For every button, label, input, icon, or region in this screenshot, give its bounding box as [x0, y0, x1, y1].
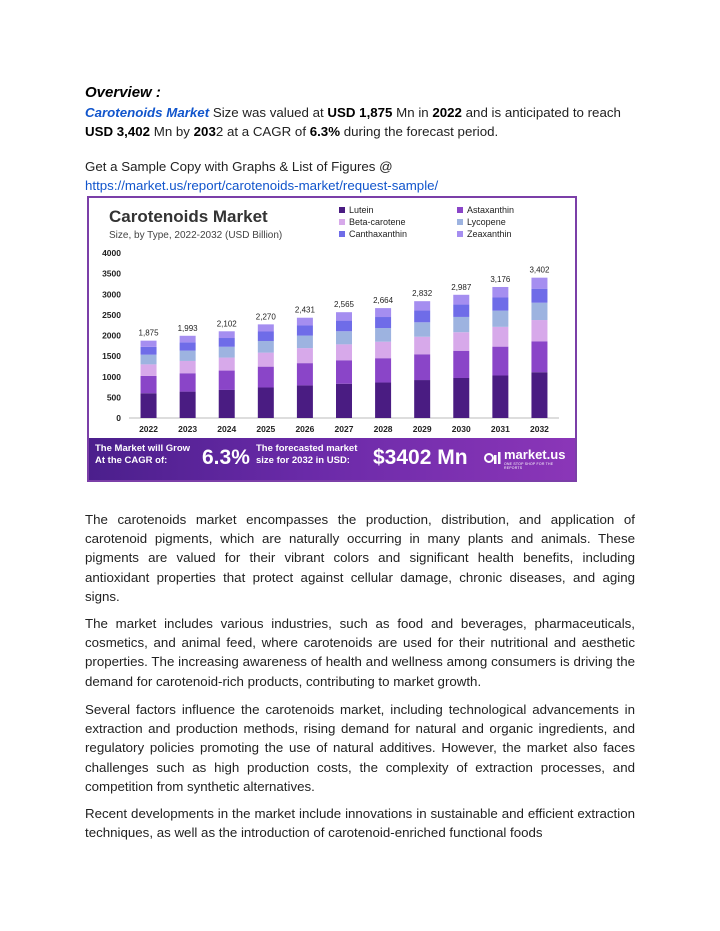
bar-segment — [180, 373, 196, 391]
bar-segment — [375, 383, 391, 418]
x-tick-label: 2031 — [490, 424, 510, 434]
legend-swatch — [339, 231, 345, 237]
bar-segment — [375, 358, 391, 382]
bar-segment — [531, 372, 547, 418]
bar-segment — [141, 341, 157, 347]
sample-url-link[interactable]: https://market.us/report/carotenoids-market/request-sample/ — [85, 178, 439, 193]
bar-segment — [375, 317, 391, 328]
bar-segment — [258, 367, 274, 388]
legend-swatch — [339, 207, 345, 213]
banner-forecast-text: The forecasted market size for 2032 in USD: — [256, 443, 358, 466]
bar-segment — [297, 326, 313, 336]
bar-total-label: 1,875 — [138, 328, 159, 338]
legend-label: Astaxanthin — [467, 205, 515, 215]
bar-segment — [219, 347, 235, 358]
bar-segment — [492, 327, 508, 347]
bar-segment — [453, 351, 469, 378]
overview-heading: Overview : — [85, 84, 161, 101]
bar-total-label: 3,402 — [529, 265, 550, 275]
bar-segment — [414, 354, 430, 380]
x-tick-label: 2022 — [139, 424, 159, 434]
banner-grow-text: The Market will Grow At the CAGR of: — [95, 443, 191, 466]
bar-segment — [258, 324, 274, 331]
bar-segment — [336, 384, 352, 418]
bar-segment — [531, 341, 547, 372]
y-tick-label: 1500 — [102, 351, 121, 362]
bar-segment — [336, 344, 352, 360]
banner-forecast-value: $3402 Mn — [373, 446, 468, 469]
bars — [139, 266, 550, 418]
bar-total-label: 2,102 — [216, 319, 237, 329]
bar-total-label: 3,176 — [490, 274, 511, 284]
x-tick-label: 2027 — [334, 424, 354, 434]
bar-segment — [336, 360, 352, 384]
chart-subtitle: Size, by Type, 2022-2032 (USD Billion) — [109, 230, 283, 241]
legend-label: Lutein — [349, 205, 374, 215]
y-tick-label: 1000 — [102, 371, 121, 382]
y-tick-label: 4000 — [102, 248, 121, 258]
bar-segment — [453, 305, 469, 317]
bar-segment — [336, 331, 352, 344]
banner-cagr-value: 6.3% — [202, 446, 250, 469]
bar-segment — [375, 342, 391, 359]
infographic-banner — [89, 438, 575, 480]
bar-segment — [258, 331, 274, 340]
bar-segment — [531, 278, 547, 289]
bar-segment — [219, 390, 235, 418]
bar-total-label: 1,993 — [177, 323, 198, 333]
bar-segment — [531, 303, 547, 320]
x-tick-label: 2023 — [178, 424, 198, 434]
legend-label: Canthaxanthin — [349, 229, 408, 239]
legend-label: Lycopene — [467, 217, 506, 227]
body-paragraph-2: The market includes various industries, such as food and beverages, pharmaceuticals, cosmetics, and animal feed, where carotenoids are used for their nutritional and aesthetic properties. The increasing awareness of health and wellness among consumers is driving the demand for carotenoid-rich products, contributing to market growth. — [85, 616, 635, 689]
bar-segment — [453, 378, 469, 418]
bar-segment — [141, 393, 157, 418]
bar-segment — [336, 321, 352, 332]
market-infographic — [87, 196, 577, 482]
bar-total-label: 2,664 — [373, 296, 394, 306]
bar-segment — [492, 347, 508, 376]
legend-swatch — [457, 219, 463, 225]
legend-label: Beta-carotene — [349, 217, 406, 227]
brand-tagline: ONE STOP SHOP FOR THE REPORTS — [504, 462, 554, 470]
bar-segment — [297, 363, 313, 385]
bar-segment — [297, 336, 313, 348]
y-tick-label: 0 — [116, 413, 121, 423]
bar-segment — [375, 328, 391, 342]
bar-segment — [141, 364, 157, 376]
x-tick-label: 2030 — [451, 424, 471, 434]
bar-segment — [141, 376, 157, 393]
bar-segment — [531, 320, 547, 341]
brand-logo — [483, 447, 567, 471]
chart-legend — [339, 205, 514, 239]
bar-segment — [453, 317, 469, 332]
legend-swatch — [457, 231, 463, 237]
bar-segment — [258, 353, 274, 367]
bar-segment — [219, 338, 235, 347]
bar-segment — [492, 287, 508, 298]
bar-segment — [492, 311, 508, 327]
bar-segment — [453, 332, 469, 351]
market-name-link[interactable]: Carotenoids Market — [85, 105, 210, 120]
x-tick-label: 2029 — [412, 424, 432, 434]
bar-total-label: 2,565 — [333, 300, 355, 310]
bar-segment — [180, 336, 196, 343]
sample-copy-block — [85, 157, 438, 195]
y-tick-label: 3000 — [102, 289, 121, 300]
legend-label: Zeaxanthin — [467, 229, 512, 239]
legend-swatch — [457, 207, 463, 213]
x-axis — [139, 424, 549, 434]
body-paragraph-1: The carotenoids market encompasses the production, distribution, and application of carotenoid pigments, which are naturally occurring in many plants and animals. These pigments are valued for their vibrant colors and significant health benefits, including antioxidant properties that protect against cellular damage, chronic diseases, and aging signs. — [85, 512, 635, 604]
bar-segment — [375, 308, 391, 317]
bar-segment — [219, 358, 235, 371]
intro-paragraph: Carotenoids Market Size was valued at USD 1,875 Mn in 2022 and is anticipated to reach USD 3,402 Mn by 2032 at a CAGR of 6.3% during the forecast period. — [85, 105, 621, 139]
bar-segment — [414, 380, 430, 418]
bar-segment — [180, 351, 196, 361]
bar-segment — [141, 355, 157, 365]
bar-segment — [297, 385, 313, 418]
x-tick-label: 2028 — [373, 424, 393, 434]
bar-segment — [414, 337, 430, 355]
bar-segment — [531, 289, 547, 303]
bar-segment — [336, 312, 352, 320]
bar-segment — [492, 376, 508, 418]
y-tick-label: 500 — [106, 392, 121, 403]
bar-segment — [297, 318, 313, 326]
y-tick-label: 3500 — [102, 268, 121, 279]
bar-segment — [219, 331, 235, 338]
bar-total-label: 2,431 — [294, 305, 315, 315]
brand-name: market.us — [504, 447, 566, 462]
bar-segment — [180, 342, 196, 350]
brand-mark-icon — [483, 449, 503, 467]
bar-segment — [414, 301, 430, 310]
bar-segment — [180, 392, 196, 418]
bar-segment — [258, 341, 274, 353]
bar-segment — [219, 371, 235, 390]
x-tick-label: 2024 — [217, 424, 237, 434]
bar-segment — [492, 298, 508, 311]
x-tick-label: 2032 — [529, 424, 549, 434]
body-paragraph-4: Recent developments in the market include innovations in sustainable and efficient extraction techniques, as well as the introduction of carotenoid-enriched functional foods — [85, 806, 635, 841]
stacked-bar-chart — [89, 198, 575, 438]
bar-segment — [180, 361, 196, 373]
sample-label: Get a Sample Copy with Graphs & List of Figures @ — [85, 159, 393, 174]
bar-segment — [414, 311, 430, 323]
bar-total-label: 2,270 — [255, 312, 276, 322]
bar-segment — [414, 322, 430, 336]
bar-total-label: 2,832 — [412, 289, 433, 299]
bar-segment — [297, 348, 313, 363]
legend-swatch — [339, 219, 345, 225]
bar-segment — [258, 387, 274, 418]
y-tick-label: 2000 — [102, 330, 121, 341]
y-tick-label: 2500 — [102, 309, 121, 320]
x-tick-label: 2025 — [256, 424, 276, 434]
bar-segment — [453, 295, 469, 305]
x-tick-label: 2026 — [295, 424, 315, 434]
body-paragraph-3: Several factors influence the carotenoids market, including technological advancements in extraction and production methods, rising demand for natural and organic ingredients, and regulatory policies promoting the use of natural additives. However, the market also faces challenges such as high production costs, the complexity of extraction processes, and competition from synthetic alternatives. — [85, 702, 635, 794]
chart-title: Carotenoids Market — [109, 207, 268, 226]
bar-segment — [141, 347, 157, 355]
bar-total-label: 2,987 — [451, 282, 472, 292]
